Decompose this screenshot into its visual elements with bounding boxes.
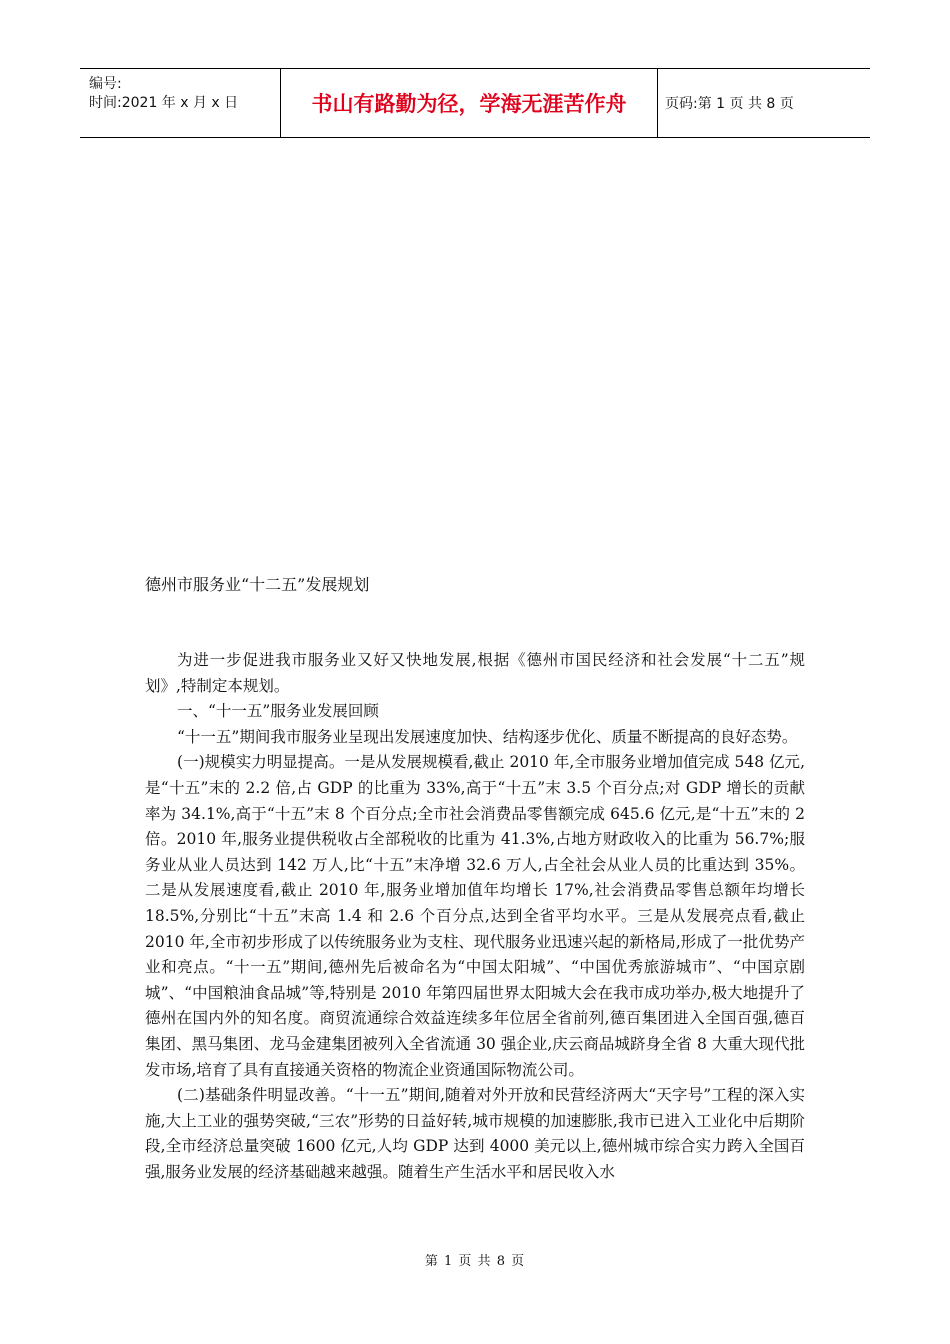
document-date: 时间:2021 年 x 月 x 日 [89,95,239,111]
paragraph: “十一五”期间我市服务业呈现出发展速度加快、结构逐步优化、质量不断提高的良好态势。 [177,727,798,746]
paragraph: (一)规模实力明显提高。一是从发展规模看,截止 2010 年,全市服务业增加值完成 548 亿元,是“十五”末的 2.2 倍,占 GDP 的比重为 33%,高于“十五”末 3.5 个百分点;对 GDP 增长的贡献率为 34.1%,高于“十五”末 8 个百分点;全市社会消费品零售额完成 645.6 亿元,是“十五”末的 2 倍。2010 年,服务业提供税收占全部税收的比重为 41.3%,占地方财政收入的比重为 56.7%;服务业从业人员达到 142 万人,比“十五”末净增 32.6 万人,占全社会从业人员的比重达到 35%。二是从发展速度看,截止 2010 年,服务业增加值年均增长 17%,社会消费品零售总额年均增长 18.5%,分别比“十五”末高 1.4 和 2.6 个百分点,达到全省平均水平。三是从发展亮点看,截止 2010 年,全市初步形成了以传统服务业为支柱、现代服务业迅速兴起的新格局,形成了一批优势产业和亮点。“十一五”期间,德州先后被命名为“中国太阳城”、“中国优秀旅游城市”、“中国京剧城”、“中国粮油食品城”等,特别是 2010 年第四届世界太阳城大会在我市成功举办,极大地提升了德州在国内外的知名度。商贸流通综合效益连续多年位居全省前列,德百集团进入全国百强,德百集团、黑马集团、龙马金建集团被列入全省流通 30 强企业,庆云商品城跻身全省 8 大重大现代批发市场,培育了具有直接通关资格的物流企业资通国际物流公司。 [145,753,805,1079]
header-page-info: 页码:第 1 页 共 8 页 [665,96,794,112]
section-heading: 一、“十一五”服务业发展回顾 [177,702,379,721]
header-table [80,68,870,138]
document-number: 编号: [89,76,122,92]
paragraph: 为进一步促进我市服务业又好又快地发展,根据《德州市国民经济和社会发展“十二五”规划》,特制定本规划。 [145,651,805,695]
document-body [145,648,805,1185]
document-title: 德州市服务业“十二五”发展规划 [145,575,370,594]
page-footer: 第 1 页 共 8 页 [424,1254,526,1269]
paragraph: (二)基础条件明显改善。“十一五”期间,随着对外开放和民营经济两大“天字号”工程的深入实施,大上工业的强势突破,“三农”形势的日益好转,城市规模的加速膨胀,我市已进入工业化中后期阶段,全市经济总量突破 1600 亿元,人均 GDP 达到 4000 美元以上,德州城市综合实力跨入全国百强,服务业发展的经济基础越来越强。随着生产生活水平和居民收入水 [145,1086,805,1181]
header-motto: 书山有路勤为径，学海无涯苦作舟 [281,69,658,137]
header-meta [80,69,281,137]
